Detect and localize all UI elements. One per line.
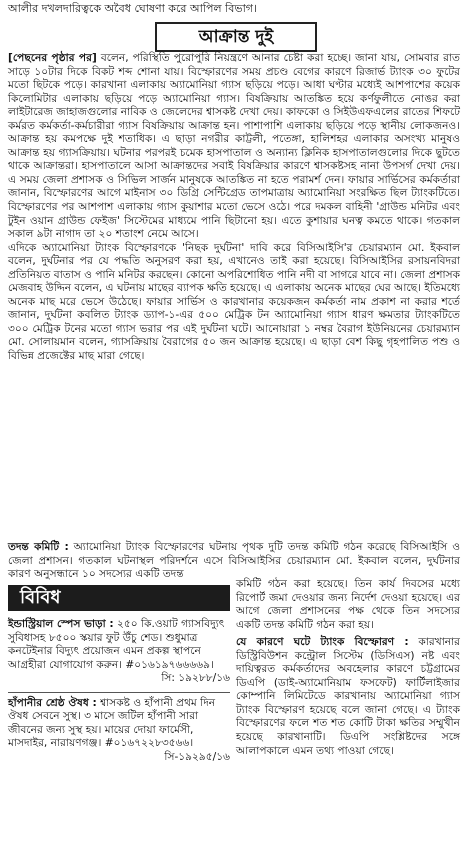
committee-subhead: তদন্ত কমিটি :	[8, 541, 69, 553]
classified-ad	[8, 697, 230, 765]
cause-text: কারখানার ডিস্ট্রিবিউশন কন্ট্রোল সিস্টেম (ডিসিএস) নষ্ট এবং দায়িত্বরত কর্মকর্তাদের অবহেলার কারণে চট্টগ্রামের ডিএপি (ডাই-অ্যামোনিয়াম ফসফেট) ফার্টিলাইজার কোম্পানি লিমিটেডে কারখানায় অ্যামোনিয়া গ্যাস ট্যাংক বিস্ফোরণ হয়েছে বলে জানা গেছে। এ ট্যাংক বিস্ফোরণের ফলে শত শত কোটি টাকা ক্ষতির সম্মুখীন হয়েছে কারখানাটি। ডিএপি সংশ্লিষ্টদের সঙ্গে আলাপকালে এমন তথ্য পাওয়া গেছে।	[236, 636, 460, 757]
classifieds-header: বিবিধ	[8, 585, 230, 611]
cause-paragraph	[236, 636, 460, 758]
ad-text	[8, 697, 230, 751]
ad-headline: হাঁপানীর শ্রেষ্ঠ ঔষধ :	[8, 696, 97, 709]
ad-code: সি-১৯২৯৫/১৬	[164, 750, 230, 763]
continued-from-label: [পেছনের পৃষ্ঠার পর]	[8, 52, 97, 64]
ad-headline: ইন্ডাস্ট্রিয়াল স্পেস ভাড়া :	[8, 618, 114, 630]
ad-body: শ্বাসকষ্ট ও হাঁপানী প্রথম দিন ঔষধ সেবনে সুস্থ। ৩ মাসে জটিল হাঁপানী সারা জীবনের জন্য সুস্থ হয়। মায়ের দোয়া ফার্মেসী, মাসদাইর, নারায়ণগঞ্জ। #০১৬৭২২৮৩৫৬৬।	[8, 696, 216, 750]
committee-continuation: কমিটি গঠন করা হয়েছে। তিন কার্য দিবসের মধ্যে রিপোর্ট জমা দেওয়ার জন্য নির্দেশ দেওয়া হয়েছে। এর আগে জেলা প্রশাসনের পক্ষ থেকে তিন সদস্যের একটি তদন্ত কমিটি গঠন করা হয়।	[236, 578, 460, 631]
article-paragraph	[8, 52, 460, 242]
ad-text	[8, 618, 230, 672]
classified-ad	[8, 618, 230, 686]
ad-divider	[8, 692, 230, 693]
ad-body: ২৫০ কি.ওয়াট গ্যাসবিদ্যুৎ সুবিধাসহ ৮৫০০ স্কয়ার ফুট উঁচু শেড। শুধুমাত্র কনটেইনার বিদ্যুৎ প্রয়োজন এমন প্রকল্প স্থাপনে আগ্রহীরা যোগাযোগ করুন। #০১৬১৯৭৬৬৬৬৯।	[8, 618, 225, 671]
cause-subhead: যে কারণে ঘটে ট্যাংক বিস্ফোরণ :	[236, 636, 409, 649]
committee-paragraph	[8, 541, 460, 582]
main-article	[8, 52, 460, 364]
ad-code: সি: ১৯২৮৮/১৬	[161, 672, 230, 685]
right-column	[236, 578, 460, 762]
previous-article-tail: আলীর দখলদারিত্বকে অবৈধ ঘোষণা করে আপিল বিভাগ।	[8, 2, 257, 15]
committee-section	[8, 541, 460, 582]
article-headline: আক্রান্ত দুই	[155, 22, 317, 52]
classifieds-list	[8, 618, 230, 770]
committee-text: অ্যামোনিয়া ট্যাংক বিস্ফোরণের ঘটনায় পৃথক দুটি তদন্ত কমিটি গঠন করেছে বিসিআইসি ও জেলা প্রশাসন। গতকাল ঘটনাস্থল পরিদর্শনে এসে বিসিআইসির চেয়ারম্যান মো. ইকবাল বলেন, দুর্ঘটনার কারণ অনুসন্ধানে ১০ সদস্যের একটি তদন্ত	[8, 541, 461, 581]
paragraph-text: বলেন, পরিস্থিতি পুরোপুরি নিয়ন্ত্রণে আনার চেষ্টা করা হচ্ছে। জানা যায়, সোমবার রাত সাড়ে ১০টার দিকে বিকট শব্দ শোনা যায়। বিস্ফোরণের সময় প্রচণ্ড বেগের কারণে রিজার্ভ ট্যাংক ৩০ ফুটের মতো ছিটকে পড়ে। কারখানা এলাকায় অ্যামোনিয়া গ্যাস ছড়িয়ে পড়ে। আধা ঘণ্টার মধ্যেই আশপাশের কয়েক কিলোমিটার এলাকায় ছড়িয়ে পড়ে অ্যামোনিয়া গ্যাস। বিষক্রিয়ায় আতঙ্কিত হয়ে কর্ণফুলীতে নোঙর করা লাইটারেজ জাহাজগুলোর নাবিক ও জেলেদের শ্বাসকষ্ট দেখা দেয়। কাফকো ও সিইউএফএলের রাতের শিফটে কর্মরত কর্মকর্তা-কর্মচারীরা গ্যাস বিষক্রিয়ায় আক্রান্ত হন। পাশাপাশি এলাকায় ছড়িয়ে পড়ে স্থানীয় লোকজনও। আক্রান্ত হয় কমপক্ষে দুই শতাধিক। এ ছাড়া নগরীর কাট্টলী, পতেঙ্গা, হালিশহর এলাকার অসংখ্য মানুষও আক্রান্ত হয় গ্যাসক্রিয়ায়। ঘটনার পরপরই চমেক হাসপাতাল ও অন্যান্য ক্লিনিক হাসপাতালগুলোর দিকে ছুটতে থাকে আক্রান্তরা। হাসপাতালে আসা আক্রান্তদের সবাই বিষক্রিয়ার কারণে শ্বাসকষ্টসহ নানা উপসর্গ দেখা দেয়। এ সময় জেলা প্রশাসক ও সিভিল সার্জন মানুষকে আতঙ্কিত না হতে পরামর্শ দেন। ফায়ার সার্ভিসের কর্মকর্তারা জানান, বিস্ফোরণের আগে মাইনাস ৩০ ডিগ্রি সেন্টিগ্রেড তাপমাত্রায় অ্যামোনিয়া সংরক্ষিত ছিল ট্যাংকটিতে। বিস্ফোরণের পর আশপাশ এলাকায় গ্যাস কুয়াশার মতো ভেসে ওঠে। পরে দমকল বাহিনী 'গ্রাউন্ড মনিটর এবং টুইন ওয়ান গ্রাউন্ড ফেইজ' সিস্টেমের মাধ্যমে পানি ছিটানো হয়। এতে কুশায়ার ঘনত্ব কমতে থাকে। গতকাল সকাল ৯টা নাগাদ তা ২০ শতাংশ নেমে আসে।	[8, 52, 461, 241]
article-paragraph: এদিকে অ্যামোনিয়া ট্যাংক বিস্ফোরণকে 'নিছক দুর্ঘটনা' দাবি করে বিসিআইসি'র চেয়ারম্যান মো. ইকবাল বলেন, দুর্ঘটনার পর যে পদ্ধতি অনুসরণ করা হয়, এখানেও তাই করা হয়েছে। বিসিআইসির রসায়নবিদরা প্রতিনিয়ত বাতাস ও পানি মনিটর করছেন। কোনো অপরিশোধিত পানি নদী বা সাগরে যাবে না। জেলা প্রশাসক মেজবাহ উদ্দিন বলেন, এ ঘটনায় মাছের ব্যাপক ক্ষতি হয়েছে। এ এলাকায় অনেক মাছের ঘের আছে। ইতিমধ্যে অনেক মাছ মরে ভেসে উঠেছে। ফায়ার সার্ভিস ও কারখানার কয়েকজন কর্মকর্তা নাম প্রকাশ না করার শর্তে জানান, দুর্ঘটনা কবলিত ট্যাংক ড্যাপ-১-এর ৫০০ মেট্রিক টন অ্যামোনিয়া গ্যাস ধারণ ক্ষমতার ট্যাংকটিতে ৩০০ মেট্রিক টনের মতো গ্যাস ভরার পর এই দুর্ঘটনা ঘটে। আনোয়ারা ১ নম্বর বৈরাগ ইউনিয়নের চেয়ারম্যান মো. সোলায়মান বলেন, গ্যাসক্রিয়ায় বৈরাগের ৫০ জন আক্রান্ত হয়েছে। এ ছাড়া বেশ কিছু গৃহপালিত পশু ও বিভিন্ন প্রজেক্টের মাছ মারা গেছে।	[8, 241, 460, 363]
